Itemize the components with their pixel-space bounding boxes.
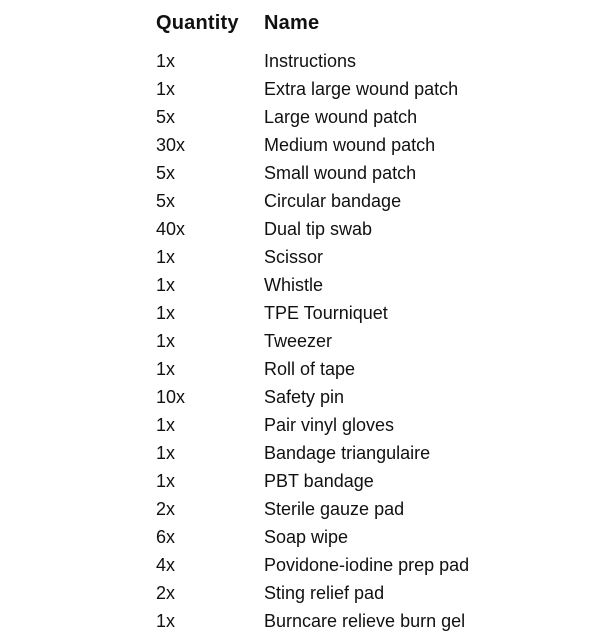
item-name-cell: Extra large wound patch	[264, 78, 459, 99]
item-name-cell: PBT bandage	[264, 470, 374, 491]
quantity-cell: 4x	[156, 554, 176, 575]
quantity-cell: 1x	[156, 330, 176, 351]
table-row	[156, 131, 576, 159]
table-row	[156, 439, 576, 467]
item-name-cell: Soap wipe	[264, 526, 349, 547]
quantity-cell: 5x	[156, 190, 176, 211]
quantity-cell: 2x	[156, 498, 176, 519]
table-row	[156, 187, 576, 215]
quantity-cell: 5x	[156, 162, 176, 183]
item-name-cell: Dual tip swab	[264, 218, 373, 239]
item-name-cell: Tweezer	[264, 330, 333, 351]
quantity-cell: 40x	[156, 218, 186, 239]
quantity-cell: 1x	[156, 358, 176, 379]
table-row	[156, 243, 576, 271]
table-row	[156, 551, 576, 579]
table-row	[156, 495, 576, 523]
item-name-cell: Large wound patch	[264, 106, 418, 127]
item-name-cell: Burncare relieve burn gel	[264, 610, 466, 631]
quantity-cell: 1x	[156, 302, 176, 323]
quantity-cell: 5x	[156, 106, 176, 127]
table-row	[156, 47, 576, 75]
table-row	[156, 355, 576, 383]
table-row	[156, 467, 576, 495]
item-name-cell: Circular bandage	[264, 190, 402, 211]
table-row	[156, 103, 576, 131]
quantity-cell: 1x	[156, 414, 176, 435]
item-name-cell: Safety pin	[264, 386, 345, 407]
quantity-cell: 10x	[156, 386, 186, 407]
table-row	[156, 271, 576, 299]
item-name-cell: Roll of tape	[264, 358, 356, 379]
quantity-cell: 1x	[156, 470, 176, 491]
item-name-cell: Pair vinyl gloves	[264, 414, 395, 435]
item-name-cell: Small wound patch	[264, 162, 417, 183]
quantity-cell: 30x	[156, 134, 186, 155]
table-row	[156, 383, 576, 411]
table-row	[156, 411, 576, 439]
contents-table	[156, 8, 576, 635]
quantity-cell: 1x	[156, 78, 176, 99]
item-name-cell: Whistle	[264, 274, 324, 295]
item-name-cell: Instructions	[264, 50, 357, 71]
table-row	[156, 523, 576, 551]
name-column-header: Name	[264, 11, 320, 34]
table-body	[156, 47, 576, 635]
table-header-row	[156, 8, 576, 38]
item-name-cell: Sting relief pad	[264, 582, 385, 603]
table-row	[156, 299, 576, 327]
table-row	[156, 579, 576, 607]
quantity-cell: 1x	[156, 442, 176, 463]
quantity-cell: 1x	[156, 610, 176, 631]
quantity-cell: 1x	[156, 274, 176, 295]
table-row	[156, 75, 576, 103]
quantity-cell: 1x	[156, 50, 176, 71]
table-row	[156, 607, 576, 635]
table-row	[156, 327, 576, 355]
item-name-cell: TPE Tourniquet	[264, 302, 388, 323]
item-name-cell: Medium wound patch	[264, 134, 436, 155]
item-name-cell: Scissor	[264, 246, 324, 267]
quantity-cell: 2x	[156, 582, 176, 603]
quantity-cell: 1x	[156, 246, 176, 267]
item-name-cell: Bandage triangulaire	[264, 442, 431, 463]
table-row	[156, 215, 576, 243]
item-name-cell: Sterile gauze pad	[264, 498, 405, 519]
quantity-cell: 6x	[156, 526, 176, 547]
table-row	[156, 159, 576, 187]
quantity-column-header: Quantity	[156, 11, 239, 34]
item-name-cell: Povidone-iodine prep pad	[264, 554, 470, 575]
